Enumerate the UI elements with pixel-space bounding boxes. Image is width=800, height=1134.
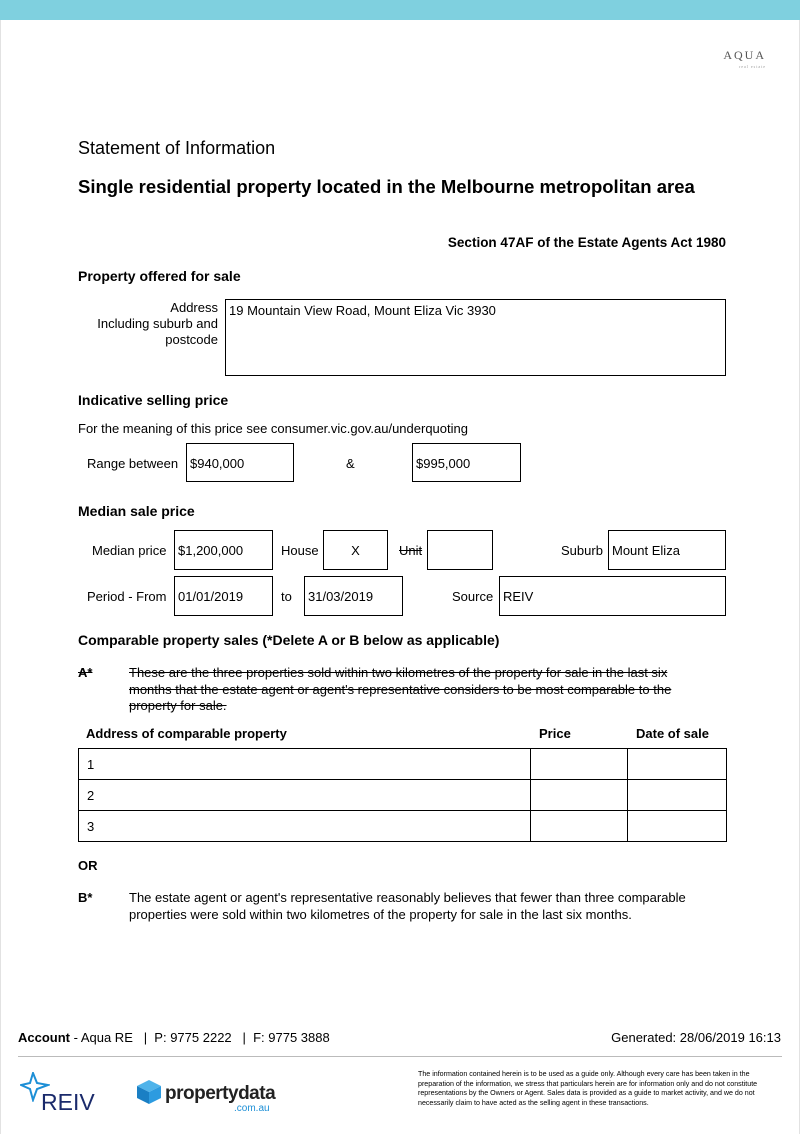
comparable-price-cell[interactable] bbox=[531, 811, 628, 842]
or-separator: OR bbox=[78, 858, 98, 873]
address-label-line1: Address bbox=[170, 300, 218, 315]
option-a-text: These are the three properties sold within two kilometres of the property for sale in the last six months that the estate agent or agent's representative considers to be most comparable to the property for sale. bbox=[129, 665, 672, 713]
row-number: 2 bbox=[87, 787, 95, 803]
footer-divider bbox=[18, 1056, 782, 1057]
house-label: House bbox=[281, 543, 319, 558]
unit-label: Unit bbox=[399, 543, 423, 558]
propertydata-cube-icon bbox=[136, 1079, 162, 1105]
property-section-title: Property offered for sale bbox=[78, 268, 241, 284]
comparable-date-cell[interactable] bbox=[628, 780, 727, 811]
reiv-logo-text: REIV bbox=[41, 1089, 95, 1115]
source-label: Source bbox=[452, 589, 494, 604]
indicative-section-title: Indicative selling price bbox=[78, 392, 229, 408]
median-price-field[interactable]: $1,200,000 bbox=[174, 530, 273, 570]
document-title: Statement of Information bbox=[78, 138, 276, 158]
comparable-price-cell[interactable] bbox=[531, 780, 628, 811]
source-field[interactable]: REIV bbox=[499, 576, 726, 616]
account-label: Account bbox=[18, 1030, 70, 1045]
reiv-logo bbox=[20, 1072, 100, 1114]
unit-field[interactable] bbox=[427, 530, 493, 570]
address-label bbox=[78, 300, 218, 348]
account-details: - Aqua RE | P: 9775 2222 | F: 9775 3888 bbox=[70, 1030, 330, 1045]
row-number: 3 bbox=[87, 818, 95, 834]
suburb-field[interactable]: Mount Eliza bbox=[608, 530, 726, 570]
propertydata-logo-subtext: .com.au bbox=[234, 1103, 270, 1114]
section-reference: Section 47AF of the Estate Agents Act 1980 bbox=[447, 235, 726, 250]
account-line bbox=[18, 1030, 330, 1045]
aqua-logo bbox=[723, 48, 766, 69]
footer-disclaimer: The information contained herein is to be used as a guide only. Although every care has been taken in the preparation of the information, we stress that particulars herein are for information only and do not constitute representations by the Owners or Agent. Sales data is provided as a guide to market activity, and we do not necessarily claim to have acted as the selling agent in these transactions. bbox=[418, 1070, 758, 1107]
propertydata-logo-text: propertydata bbox=[165, 1083, 276, 1104]
comparable-address-cell[interactable] bbox=[79, 811, 531, 842]
comparable-address-cell[interactable] bbox=[79, 749, 531, 780]
table-row bbox=[79, 780, 727, 811]
median-price-label: Median price bbox=[92, 543, 167, 558]
median-section-title: Median sale price bbox=[78, 503, 195, 519]
row-number: 1 bbox=[87, 756, 95, 772]
range-and: & bbox=[346, 456, 355, 471]
top-accent-bar bbox=[0, 0, 800, 20]
comparable-section-title: Comparable property sales (*Delete A or B below as applicable) bbox=[78, 632, 500, 648]
period-from-label: Period - From bbox=[87, 589, 167, 604]
comparable-address-cell[interactable] bbox=[79, 780, 531, 811]
underquoting-note: For the meaning of this price see consumer.vic.gov.au/underquoting bbox=[78, 421, 468, 436]
aqua-logo-text: AQUA bbox=[723, 48, 766, 62]
period-to-field[interactable]: 31/03/2019 bbox=[304, 576, 403, 616]
period-to-label: to bbox=[281, 589, 292, 604]
option-a-marker: A* bbox=[78, 665, 93, 680]
col-header-address: Address of comparable property bbox=[86, 726, 287, 741]
address-label-line2: Including suburb and bbox=[97, 316, 218, 331]
price-low-field[interactable]: $940,000 bbox=[186, 443, 294, 482]
price-high-field[interactable]: $995,000 bbox=[412, 443, 521, 482]
address-field[interactable]: 19 Mountain View Road, Mount Eliza Vic 3930 bbox=[225, 299, 726, 376]
col-header-price: Price bbox=[539, 726, 571, 741]
generated-timestamp: Generated: 28/06/2019 16:13 bbox=[611, 1030, 781, 1045]
col-header-date: Date of sale bbox=[636, 726, 709, 741]
comparable-date-cell[interactable] bbox=[628, 749, 727, 780]
option-b-text: The estate agent or agent's representative reasonably believes that fewer than three comparable properties were sold within two kilometres of the property for sale in the last six months. bbox=[129, 890, 686, 922]
comparable-date-cell[interactable] bbox=[628, 811, 727, 842]
address-label-line3: postcode bbox=[165, 332, 218, 347]
period-from-field[interactable]: 01/01/2019 bbox=[174, 576, 273, 616]
suburb-label: Suburb bbox=[561, 543, 603, 558]
house-field[interactable]: X bbox=[323, 530, 388, 570]
document-heading: Single residential property located in the Melbourne metropolitan area bbox=[78, 176, 695, 197]
range-label: Range between bbox=[87, 456, 179, 471]
propertydata-logo bbox=[136, 1077, 286, 1119]
comparable-sales-table bbox=[78, 748, 727, 842]
table-row bbox=[79, 811, 727, 842]
aqua-logo-subtext: real estate bbox=[738, 64, 766, 69]
comparable-price-cell[interactable] bbox=[531, 749, 628, 780]
table-row bbox=[79, 749, 727, 780]
option-b-marker: B* bbox=[78, 890, 93, 905]
